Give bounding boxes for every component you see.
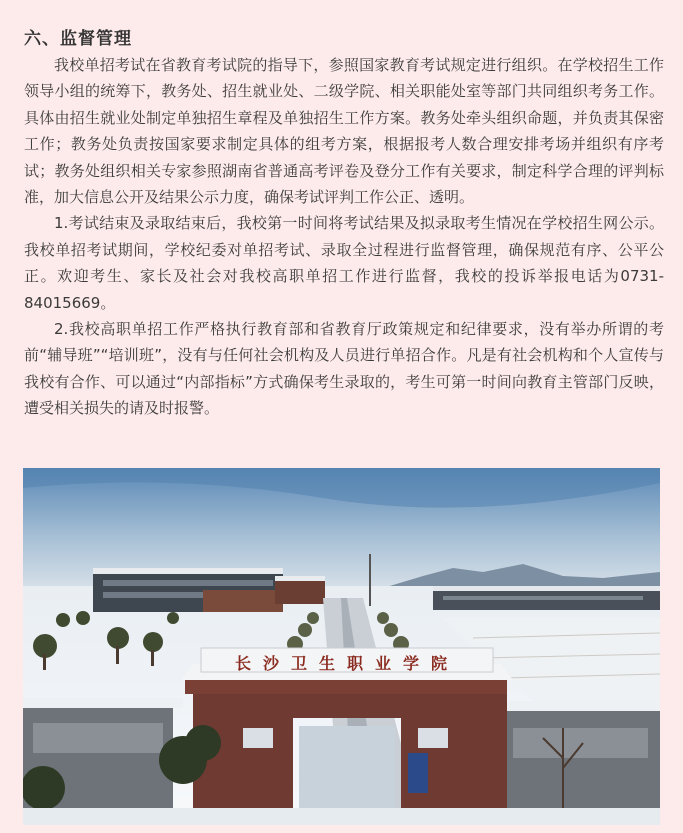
campus-gate-photo — [23, 468, 660, 825]
section-heading: 六、监督管理 — [24, 29, 132, 49]
paragraph-item-1: 1.考试结束及录取结束后，我校第一时间将考试结果及拟录取考生情况在学校招生网公示。我校单招考试期间，学校纪委对单招考试、录取全过程进行监督管理，确保规范有序、公平公正。欢迎考生、家长及社会对我校高职单招工作进行监督，我校的投诉举报电话为0731-84015669。 — [24, 214, 664, 312]
section-body — [24, 52, 664, 422]
paragraph-intro: 我校单招考试在省教育考试院的指导下，参照国家教育考试规定进行组织。在学校招生工作领导小组的统筹下，教务处、招生就业处、二级学院、相关职能处室等部门共同组织考务工作。具体由招生就业处制定单独招生章程及单独招生工作方案。教务处牵头组织命题，并负责其保密工作；教务处负责按国家要求制定具体的组考方案，根据报考人数合理安排考场并组织有序考试；教务处组织相关专家参照湖南省普通高考评卷及登分工作有关要求，制定科学合理的评判标准，加大信息公开及结果公示力度，确保考试评判工作公正、透明。 — [24, 56, 664, 207]
paragraph-item-2: 2.我校高职单招工作严格执行教育部和省教育厅政策规定和纪律要求，没有举办所谓的考前“辅导班”“培训班”，没有与任何社会机构及人员进行单招合作。凡是有社会机构和个人宣传与我校有合作、可以通过“内部指标”方式确保考生录取的，考生可第一时间向教育主管部门反映，遭受相关损失的请及时报警。 — [24, 320, 664, 418]
gate-sign-text: 长沙卫生职业学院 — [234, 654, 459, 673]
